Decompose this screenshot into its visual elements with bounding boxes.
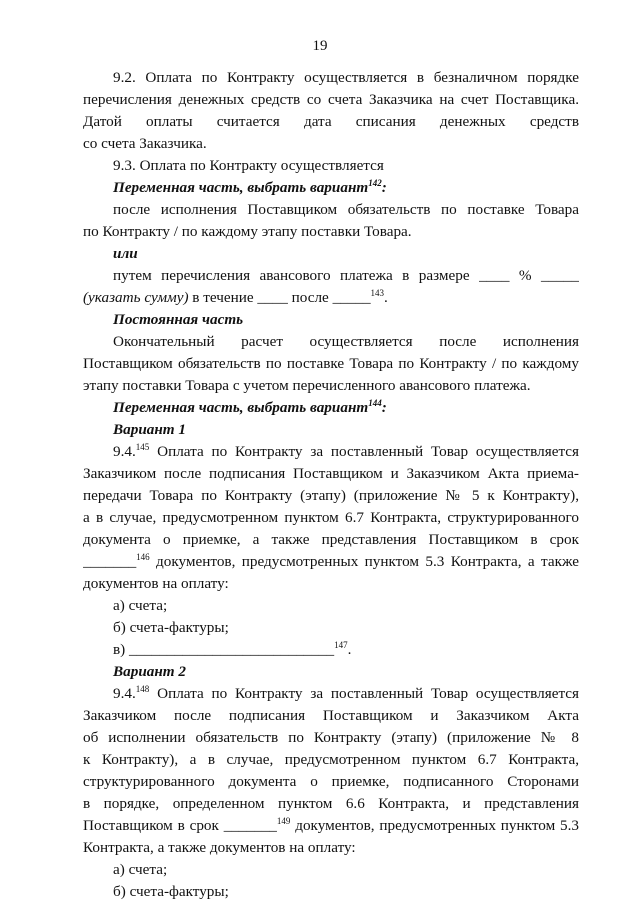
footnote-ref: 148 xyxy=(135,684,150,694)
text-line xyxy=(83,639,579,661)
line-text-tail: . xyxy=(384,289,388,306)
page-number: 19 xyxy=(312,38,328,54)
text-line xyxy=(83,749,579,771)
text-line xyxy=(83,441,579,463)
text-line xyxy=(83,309,579,331)
line-text: об исполнении обязательств по Контракту (этапу) (приложение № 8 xyxy=(83,729,579,746)
line-text: а) счета; xyxy=(113,861,168,878)
text-line xyxy=(83,375,579,397)
line-text: документов на оплату: xyxy=(83,575,229,592)
footnote-ref: 144 xyxy=(368,398,382,408)
line-text: Вариант 1 xyxy=(113,421,186,438)
footnote-ref: 146 xyxy=(136,552,150,562)
text-line xyxy=(83,265,579,287)
line-text: 9.2. Оплата по Контракту осуществляется в безналичном порядке xyxy=(113,69,579,86)
text-line xyxy=(83,243,579,265)
line-text-tail: документов, предусмотренных пунктом 5.3 xyxy=(290,817,579,834)
footnote-ref: 149 xyxy=(276,816,291,826)
text-line xyxy=(83,661,579,683)
line-text: к Контракту), а в случае, предусмотренном пунктом 6.7 Контракта, xyxy=(83,751,579,768)
line-text-tail: : xyxy=(381,179,387,196)
text-line xyxy=(83,331,579,353)
line-text: путем перечисления авансового платежа в размере ____ % _____ xyxy=(113,267,579,284)
text-line xyxy=(83,859,579,881)
line-text: б) счета-фактуры; xyxy=(113,619,229,636)
line-text: в) ___________________________ xyxy=(113,641,335,658)
line-text: Вариант 2 xyxy=(113,663,186,680)
text-line xyxy=(83,793,579,815)
text-line xyxy=(83,287,579,309)
text-line xyxy=(83,199,579,221)
line-text: 9.4. xyxy=(113,443,136,460)
text-line xyxy=(83,89,579,111)
line-text-tail: . xyxy=(347,641,352,658)
line-text: со счета Заказчика. xyxy=(83,135,207,152)
footnote-ref: 143 xyxy=(370,288,385,298)
footnote-ref: 145 xyxy=(135,442,150,452)
line-text: документа о приемке, а также представления Поставщиком в срок xyxy=(83,531,579,548)
line-text: по Контракту / по каждому этапу поставки Товара. xyxy=(83,223,412,240)
text-line xyxy=(83,67,579,89)
text-line xyxy=(83,617,579,639)
line-text-tail: Оплата по Контракту за поставленный Товар осуществляется xyxy=(149,685,579,702)
text-line xyxy=(83,837,579,859)
line-text: в порядке, определенном пунктом 6.6 Контракта, и представления xyxy=(83,795,579,812)
text-line xyxy=(83,507,579,529)
text-line xyxy=(83,551,579,573)
document-body xyxy=(83,67,579,903)
text-line xyxy=(83,155,579,177)
line-text: Окончательный расчет осуществляется после исполнения xyxy=(113,333,579,350)
line-text: Заказчиком после подписания Поставщиком и Заказчиком Акта xyxy=(83,707,579,724)
text-line xyxy=(83,881,579,903)
text-line xyxy=(83,815,579,837)
line-text: 9.3. Оплата по Контракту осуществляется xyxy=(113,157,384,174)
text-line xyxy=(83,705,579,727)
line-text: Заказчиком после подписания Поставщиком и Заказчиком Акта приема- xyxy=(83,465,579,482)
line-text: Переменная часть, выбрать вариант xyxy=(113,399,369,416)
line-text: б) счета-фактуры; xyxy=(113,883,229,900)
line-text: Датой оплаты считается дата списания денежных средств xyxy=(83,113,579,130)
line-text-continued: в течение ____ после _____ xyxy=(188,289,371,306)
text-line xyxy=(83,463,579,485)
line-text-tail: документов, предусмотренных пунктом 5.3 Контракта, а также xyxy=(149,553,579,570)
line-text: перечисления денежных средств со счета Заказчика на счет Поставщика. xyxy=(83,91,579,108)
line-text: или xyxy=(113,245,138,262)
line-text: этапу поставки Товара с учетом перечисленного авансового платежа. xyxy=(83,377,531,394)
text-line xyxy=(83,529,579,551)
text-line xyxy=(83,595,579,617)
line-text: Контракта, а также документов на оплату: xyxy=(83,839,356,856)
footnote-ref: 147 xyxy=(334,640,348,650)
text-line xyxy=(83,771,579,793)
line-text-tail: : xyxy=(381,399,387,416)
line-text: структурированного документа о приемке, подписанного Сторонами xyxy=(83,773,579,790)
line-text: Постоянная часть xyxy=(113,311,244,328)
footnote-ref: 142 xyxy=(368,178,382,188)
line-text: Переменная часть, выбрать вариант xyxy=(113,179,369,196)
text-line xyxy=(83,111,579,133)
line-text: после исполнения Поставщиком обязательств по поставке Товара xyxy=(113,201,579,218)
text-line xyxy=(83,485,579,507)
text-line xyxy=(83,397,579,419)
line-text: а в случае, предусмотренном пунктом 6.7 Контракта, структурированного xyxy=(83,509,579,526)
line-text: Поставщиком в срок _______ xyxy=(83,817,277,834)
text-line xyxy=(83,221,579,243)
text-line xyxy=(83,419,579,441)
text-line xyxy=(83,573,579,595)
line-text: 9.4. xyxy=(113,685,136,702)
line-text: передачи Товара по Контракту (этапу) (приложение № 5 к Контракту), xyxy=(83,487,579,504)
text-line xyxy=(83,683,579,705)
text-line xyxy=(83,727,579,749)
text-line xyxy=(83,353,579,375)
line-text-tail: Оплата по Контракту за поставленный Товар осуществляется xyxy=(149,443,579,460)
line-text: _______ xyxy=(83,553,137,570)
text-line xyxy=(83,133,579,155)
line-text: Поставщиком обязательств по поставке Товара по Контракту / по каждому xyxy=(83,355,579,372)
text-line xyxy=(83,177,579,199)
line-text: а) счета; xyxy=(113,597,168,614)
line-text: (указать сумму) xyxy=(83,289,189,306)
